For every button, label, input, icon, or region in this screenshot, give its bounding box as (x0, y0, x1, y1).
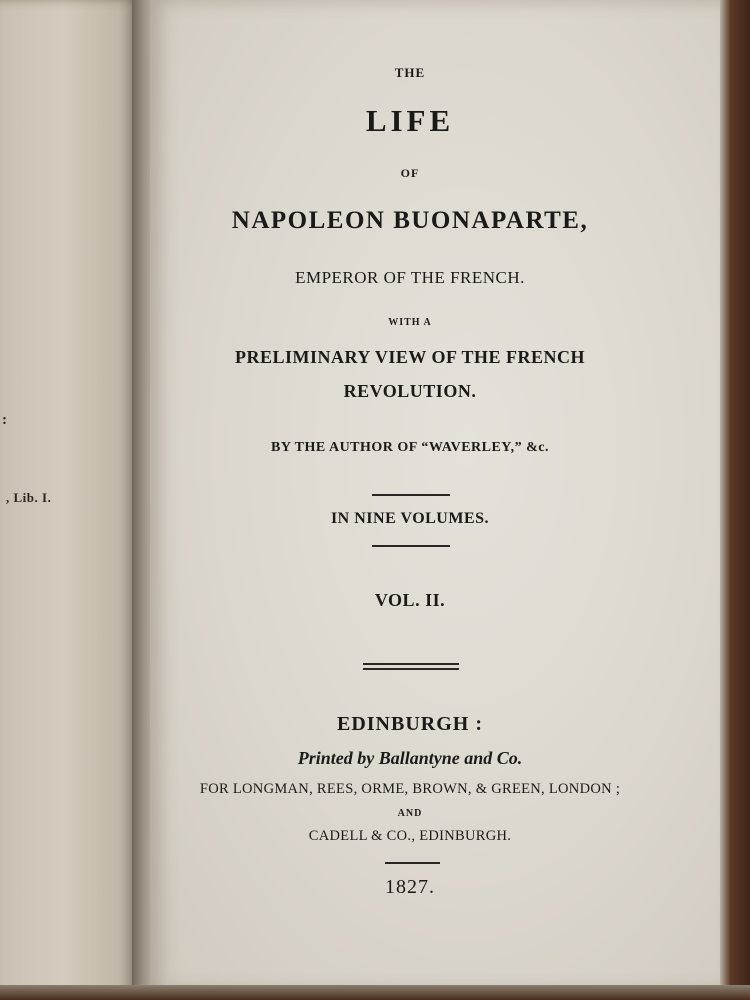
rule-3a (363, 663, 459, 665)
rule-2 (372, 545, 450, 547)
rule-3b (363, 668, 459, 670)
place-line: EDINBURGH : (336, 713, 483, 735)
year-line: 1827. (385, 876, 435, 898)
cadell-line: CADELL & CO., EDINBURGH. (308, 828, 512, 844)
title-subject: NAPOLEON BUONAPARTE, (231, 207, 589, 234)
author-line: BY THE AUTHOR OF “WAVERLEY,” &c. (270, 440, 550, 455)
rule-4 (385, 862, 440, 864)
volumes-line: IN NINE VOLUMES. (330, 510, 490, 527)
preliminary-line-1: PRELIMINARY VIEW OF THE FRENCH (234, 347, 586, 367)
with-a: WITH A (388, 317, 432, 328)
left-page-text-fragment: , Lib. I. (6, 490, 52, 505)
page-edge (720, 0, 750, 1000)
bottom-edge (0, 985, 750, 1000)
left-page-colon: : (2, 412, 7, 428)
and-line: AND (397, 808, 423, 819)
title-life: LIFE (365, 103, 455, 138)
title-of: OF (400, 166, 420, 180)
left-page (0, 0, 140, 1000)
title-emperor: EMPEROR OF THE FRENCH. (295, 268, 525, 287)
publishers-line: FOR LONGMAN, REES, ORME, BROWN, & GREEN, LONDON ; (199, 781, 621, 797)
rule-1 (372, 494, 450, 496)
volume-number: VOL. II. (374, 590, 446, 610)
printer-line: Printed by Ballantyne and Co. (297, 748, 523, 768)
preliminary-line-2: REVOLUTION. (343, 381, 477, 401)
title-the: THE (394, 65, 426, 80)
